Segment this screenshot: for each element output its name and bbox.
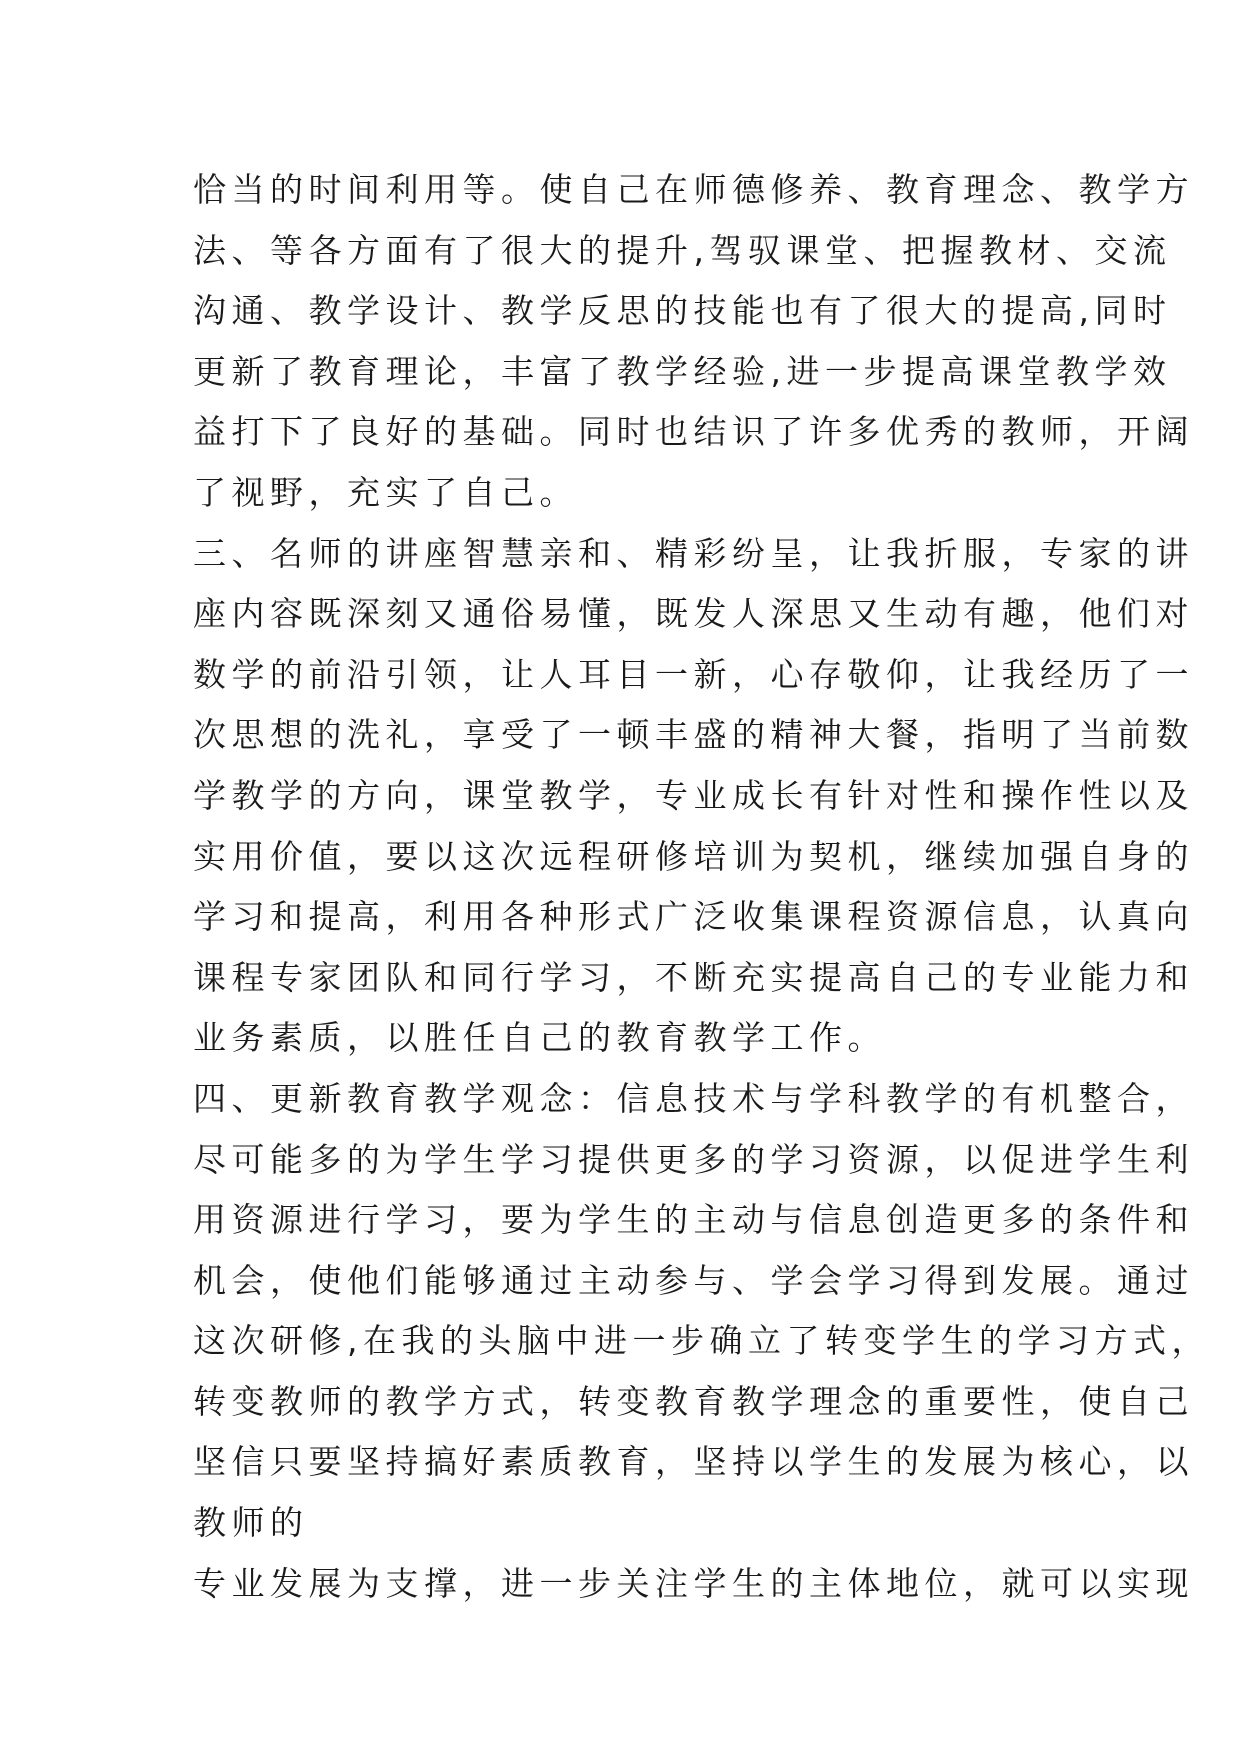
text-line: 沟通、教学设计、教学反思的技能也有了很大的提高,同时 [193,291,1172,331]
text-line: 次思想的洗礼，享受了一顿丰盛的精神大餐，指明了当前数 [193,715,1194,755]
text-line: 教师的 [193,1503,309,1543]
text-line: 用资源进行学习，要为学生的主动与信息创造更多的条件和 [193,1200,1194,1240]
text-line: 坚信只要坚持搞好素质教育，坚持以学生的发展为核心，以 [193,1442,1194,1482]
text-line: 课程专家团队和同行学习，不断充实提高自己的专业能力和 [193,957,1194,997]
text-line: 三、名师的讲座智慧亲和、精彩纷呈，让我折服，专家的讲 [193,533,1194,573]
text-line: 益打下了良好的基础。同时也结识了许多优秀的教师，开阔 [193,412,1194,452]
text-line: 恰当的时间利用等。使自己在师德修养、教育理念、教学方 [193,170,1194,209]
text-line: 法、等各方面有了很大的提升,驾驭课堂、把握教材、交流 [193,230,1172,270]
text-line: 了视野，充实了自己。 [193,472,578,512]
body-text [193,160,1210,1614]
text-line: 座内容既深刻又通俗易懂，既发人深思又生动有趣，他们对 [193,594,1194,634]
text-line: 尽可能多的为学生学习提供更多的学习资源，以促进学生利 [193,1139,1194,1179]
text-line: 更新了教育理论，丰富了教学经验,进一步提高课堂教学效 [193,351,1172,391]
text-line: 学教学的方向，课堂教学，专业成长有针对性和操作性以及 [193,775,1194,815]
text-line: 机会，使他们能够通过主动参与、学会学习得到发展。通过 [193,1260,1194,1300]
text-line: 四、更新教育教学观念：信息技术与学科教学的有机整合， [193,1078,1194,1118]
text-line: 这次研修,在我的头脑中进一步确立了转变学生的学习方式， [193,1321,1210,1361]
text-line: 数学的前沿引领，让人耳目一新，心存敬仰，让我经历了一 [193,654,1194,694]
text-line: 业务素质，以胜任自己的教育教学工作。 [193,1018,886,1058]
text-line: 实用价值，要以这次远程研修培训为契机，继续加强自身的 [193,836,1194,876]
text-line: 专业发展为支撑，进一步关注学生的主体地位，就可以实现 [193,1563,1194,1603]
text-line: 学习和提高，利用各种形式广泛收集课程资源信息，认真向 [193,897,1194,937]
text-line: 转变教师的教学方式，转变教育教学理念的重要性，使自己 [193,1381,1194,1421]
